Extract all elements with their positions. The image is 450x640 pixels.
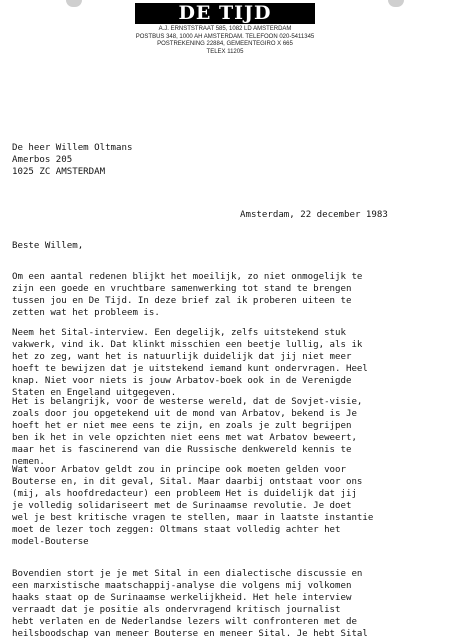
text-line: nemen. (12, 457, 45, 467)
recipient-line: 1025 ZC AMSTERDAM (12, 167, 106, 177)
text-line: hoeft het er niet mee eens te zijn, en zoals je zult begrijpen (12, 421, 352, 431)
paragraph-4 (12, 464, 373, 548)
address-line: A.J. ERNSTSTRAAT 585, 1082 LD AMSTERDAM (158, 26, 292, 32)
text-line: haaks staat op de Surinaamse werkelijkheid. Het hele interview (12, 593, 352, 603)
punch-hole-right (388, 0, 404, 7)
paragraph-3 (12, 396, 362, 468)
text-line: model-Bouterse (12, 537, 89, 547)
salutation: Beste Willem, (12, 241, 84, 251)
text-line: knap. Niet voor niets is jouw Arbatov-boek ook in de Verenigde (12, 376, 352, 386)
text-line: Neem het Sital-interview. Een degelijk, zelfs uitstekend stuk (12, 328, 346, 338)
text-line: vakwerk, vind ik. Dat klinkt misschien een beetje lullig, als ik (12, 340, 363, 350)
text-line: hebt verlaten en de Nederlandse lezers wilt confronteren met de (12, 617, 357, 627)
text-line: Bovendien stort je je met Sital in een dialectische discussie en (12, 569, 363, 579)
text-line: Om een aantal redenen blijkt het moeilijk, zo niet onmogelijk te (12, 272, 363, 282)
text-line: heilsboodschap van meneer Bouterse en meneer Sital. Je hebt Sital (12, 629, 368, 639)
paragraph-1 (12, 271, 362, 319)
text-line: hoeft te bewijzen dat je uitstekend iemand kunt ondervragen. Heel (12, 364, 368, 374)
text-line: een marxistische maatschappij-analyse die volgens mij volkomen (12, 581, 352, 591)
address-line: POSTBUS 348, 1000 AH AMSTERDAM. TELEFOON 020-5411345 (135, 33, 315, 40)
text-line: Staten en Engeland uitgegeven. (12, 388, 177, 398)
text-line: maar het is fascinerend van die Russische denkwereld kennis te (12, 445, 352, 455)
text-line: moet de lezer toch zeggen: Oltmans staat volledig achter het (12, 525, 341, 535)
text-line: ben ik het in vele opzichten niet eens met wat Arbatov beweert, (12, 433, 357, 443)
text-line: zetten wat het probleem is. (12, 308, 160, 318)
text-line: tussen jou en De Tijd. In deze brief zal ik proberen uiteen te (12, 296, 352, 306)
recipient-address (12, 142, 132, 178)
text-line: zoals door jou opgetekend uit de mond van Arbatov, bekend is Je (12, 409, 357, 419)
address-line: POSTREKENING 22884, GEMEENTEGIRO X 665 (157, 41, 293, 48)
recipient-line: De heer Willem Oltmans (12, 143, 133, 153)
text-line: wel je best kritische vragen te stellen, maar in laatste instantie (12, 513, 374, 523)
punch-hole-left (66, 0, 82, 7)
text-line: het zo zeg, want het is natuurlijk duidelijk dat jij niet meer (12, 352, 352, 362)
address-line: TELEX 11205 (206, 48, 244, 55)
paragraph-2 (12, 327, 368, 399)
text-line: je volledig solidariseert met de Surinaamse revolutie. Je doet (12, 501, 352, 511)
paragraph-5 (12, 568, 368, 640)
text-line: (mij, als hoofdredacteur) een probleem Het is duidelijk dat jij (12, 489, 357, 499)
text-line: Bouterse en, in dit geval, Sital. Maar daarbij ontstaat voor ons (12, 477, 363, 487)
text-line: zijn een goede en vruchtbare samenwerking tot stand te brengen (12, 284, 352, 294)
recipient-line: Amerbos 205 (12, 155, 73, 165)
text-line: Het is belangrijk, voor de westerse wereld, dat de Sovjet-visie, (12, 397, 363, 407)
letter-date: Amsterdam, 22 december 1983 (240, 210, 388, 220)
letterhead-logo: DE TIJD (135, 3, 315, 24)
text-line: verraadt dat je positie als ondervragend kritisch journalist (12, 605, 341, 615)
text-line: Wat voor Arbatov geldt zou in principe ook moeten gelden voor (12, 465, 346, 475)
letterhead-address (75, 26, 375, 56)
